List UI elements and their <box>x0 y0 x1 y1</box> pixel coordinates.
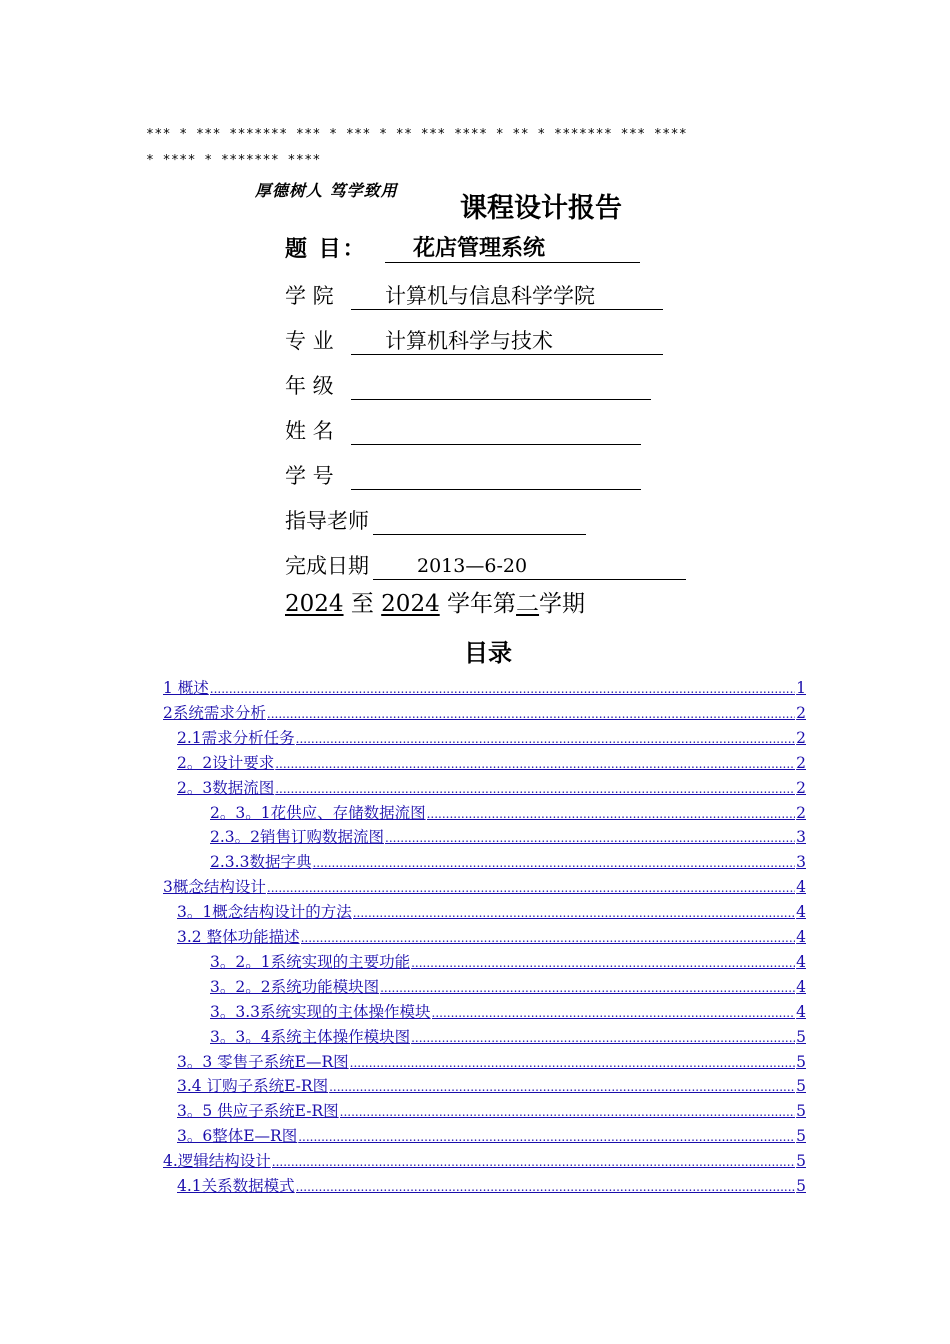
toc-leader-dots <box>411 1031 795 1045</box>
toc-leader-dots <box>267 881 795 895</box>
toc-item[interactable] <box>177 1099 806 1123</box>
toc-leader-dots <box>312 856 795 870</box>
toc-item-text[interactable]: 3概念结构设计 <box>163 878 266 897</box>
toc-item-text[interactable]: 2.1需求分析任务 <box>177 728 295 747</box>
college-field <box>285 280 663 310</box>
toc-item[interactable] <box>163 701 806 725</box>
toc-leader-dots <box>411 956 795 970</box>
advisor-label: 指导老师 <box>285 509 369 533</box>
college-value: 计算机与信息科学学院 <box>351 282 663 310</box>
semester-year-from: 2024 <box>285 591 344 617</box>
completion-date-value: 2013—6-20 <box>373 552 686 580</box>
toc-item-text[interactable]: 3。3 零售子系统E—R图 <box>177 1052 349 1071</box>
toc-leader-dots <box>296 732 795 746</box>
toc-leader-dots <box>298 1130 795 1144</box>
toc-leader-dots <box>329 1080 795 1094</box>
toc-item-page[interactable]: 4 <box>796 878 806 897</box>
toc-leader-dots <box>275 782 795 796</box>
report-title: 课程设计报告 <box>460 193 622 224</box>
advisor-value <box>373 507 586 535</box>
toc-title: 目录 <box>464 638 512 667</box>
toc-item-text[interactable]: 2。3数据流图 <box>177 778 275 797</box>
toc-item[interactable] <box>163 676 806 700</box>
toc-item-page[interactable]: 2 <box>796 703 806 722</box>
toc-item[interactable] <box>210 1000 806 1024</box>
toc-item-text[interactable]: 2系统需求分析 <box>163 703 266 722</box>
toc-item[interactable] <box>210 825 806 849</box>
toc-leader-dots <box>340 1105 795 1119</box>
toc-item-text[interactable]: 3.2 整体功能描述 <box>177 928 300 946</box>
toc-item-text[interactable]: 3。2。1系统实现的主要功能 <box>210 952 411 971</box>
toc-item[interactable] <box>210 850 806 874</box>
toc-item-text[interactable]: 3。5 供应子系统E-R图 <box>177 1102 339 1121</box>
grade-label: 年 级 <box>285 374 334 398</box>
decorative-stars-line-2: * **** * ******* **** <box>146 154 321 167</box>
college-label: 学 院 <box>285 284 334 308</box>
toc-item-text[interactable]: 4.逻辑结构设计 <box>163 1152 271 1171</box>
toc-leader-dots <box>275 757 795 771</box>
toc-item[interactable] <box>177 751 806 775</box>
toc-item-text[interactable]: 2。3。1花供应、存储数据流图 <box>210 803 426 822</box>
toc-item-page[interactable]: 4 <box>796 977 806 996</box>
toc-item-text[interactable]: 3。3.3系统实现的主体操作模块 <box>210 1002 431 1021</box>
name-field <box>285 415 641 445</box>
toc-item-page[interactable]: 5 <box>796 1127 806 1146</box>
name-label: 姓 名 <box>285 419 334 443</box>
toc-leader-dots <box>380 981 795 995</box>
toc-item[interactable] <box>210 1025 806 1049</box>
major-label: 专 业 <box>285 329 334 353</box>
toc-item-text[interactable]: 2.3。2销售订购数据流图 <box>210 828 385 847</box>
toc-item-page[interactable]: 3 <box>796 828 806 847</box>
toc-item-text[interactable]: 1 概述 <box>163 679 209 697</box>
toc-item-page[interactable]: 3 <box>796 853 806 872</box>
major-field <box>285 325 663 355</box>
student-id-value <box>351 462 641 490</box>
completion-date-field <box>285 550 686 580</box>
toc-item[interactable] <box>210 975 806 999</box>
toc-item-page[interactable]: 5 <box>796 1077 806 1096</box>
toc-item[interactable] <box>177 1124 806 1148</box>
student-id-label: 学 号 <box>285 464 334 488</box>
toc-item[interactable] <box>177 1050 806 1074</box>
toc-leader-dots <box>267 707 795 721</box>
toc-item-text[interactable]: 2。2设计要求 <box>177 753 275 772</box>
toc-leader-dots <box>296 1180 795 1194</box>
grade-value <box>351 372 651 400</box>
semester-mid: 学年第 <box>447 591 517 617</box>
toc-item-text[interactable]: 3。6整体E—R图 <box>177 1127 298 1146</box>
toc-leader-dots <box>427 807 796 821</box>
toc-leader-dots <box>210 682 795 696</box>
toc-item[interactable] <box>177 900 806 924</box>
semester-term: 二 <box>516 591 540 617</box>
toc-item-page[interactable]: 2 <box>796 803 806 822</box>
toc-item-page[interactable]: 2 <box>796 778 806 797</box>
decorative-stars-line-1: *** * *** ******* *** * *** * ** *** **** * ** * ******* *** **** <box>146 128 688 141</box>
toc-item-page[interactable]: 2 <box>796 753 806 772</box>
toc-item[interactable] <box>177 1074 806 1098</box>
toc-item-text[interactable]: 3。1概念结构设计的方法 <box>177 903 352 922</box>
topic-field <box>285 232 640 263</box>
topic-label: 题 目： <box>285 236 367 262</box>
toc-item-page[interactable]: 4 <box>796 928 806 946</box>
toc-item[interactable] <box>210 801 806 825</box>
toc-leader-dots <box>385 831 795 845</box>
toc-leader-dots <box>272 1155 795 1169</box>
school-motto: 厚德树人 笃学致用 <box>255 181 398 200</box>
toc-item-text[interactable]: 3.4 订购子系统E-R图 <box>177 1077 329 1096</box>
semester-line <box>285 585 585 618</box>
toc-item[interactable] <box>177 776 806 800</box>
student-id-field <box>285 460 641 490</box>
toc-item[interactable] <box>177 726 806 750</box>
toc-item[interactable] <box>210 950 806 974</box>
toc-item-page[interactable]: 5 <box>796 1052 806 1071</box>
toc-leader-dots <box>301 931 796 945</box>
toc-leader-dots <box>353 906 795 920</box>
advisor-field <box>285 505 586 535</box>
topic-value: 花店管理系统 <box>385 233 640 263</box>
major-value: 计算机科学与技术 <box>351 327 663 355</box>
toc-item-page[interactable]: 1 <box>796 679 806 697</box>
toc-item-text[interactable]: 3。2。2系统功能模块图 <box>210 977 380 996</box>
toc-item-page[interactable]: 4 <box>796 1002 806 1021</box>
toc-item-page[interactable]: 5 <box>796 1177 806 1195</box>
toc-item[interactable] <box>177 1174 806 1198</box>
toc-item-text[interactable]: 3。3。4系统主体操作模块图 <box>210 1027 411 1046</box>
toc-item-page[interactable]: 4 <box>796 952 806 971</box>
semester-suffix: 学期 <box>539 591 586 617</box>
name-value <box>351 417 641 445</box>
toc-item-page[interactable]: 5 <box>796 1102 806 1121</box>
toc-item[interactable] <box>177 925 806 949</box>
toc-item-page[interactable]: 4 <box>796 903 806 922</box>
toc-item-page[interactable]: 5 <box>796 1027 806 1046</box>
grade-field <box>285 370 651 400</box>
toc-item[interactable] <box>163 875 806 899</box>
semester-year-to: 2024 <box>381 591 440 617</box>
toc-item-page[interactable]: 2 <box>796 728 806 747</box>
toc-item-page[interactable]: 5 <box>796 1152 806 1171</box>
toc-leader-dots <box>350 1056 795 1070</box>
completion-date-label: 完成日期 <box>285 554 369 578</box>
toc-leader-dots <box>432 1006 796 1020</box>
semester-to: 至 <box>350 591 374 617</box>
toc-item-text[interactable]: 2.3.3数据字典 <box>210 853 312 872</box>
toc-item-text[interactable]: 4.1关系数据模式 <box>177 1177 295 1195</box>
toc-item[interactable] <box>163 1149 806 1173</box>
